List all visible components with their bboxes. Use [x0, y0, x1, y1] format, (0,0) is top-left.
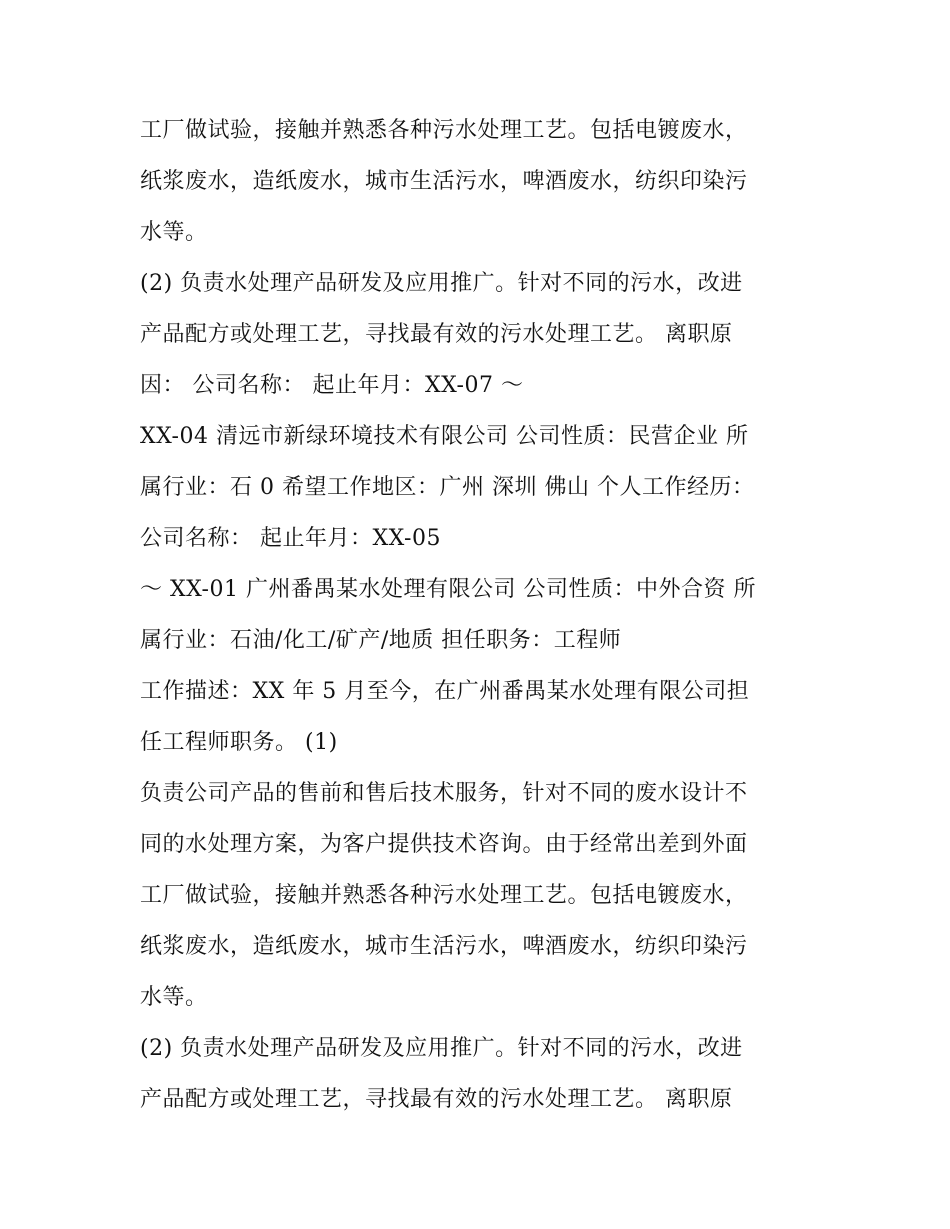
text-line-10: ～ XX-01 广州番禺某水处理有限公司 公司性质：中外合资 所: [140, 577, 756, 602]
document-body: [140, 105, 820, 1125]
text-line-13: 任工程师职务。 (1): [140, 730, 338, 755]
text-line-17: 纸浆废水，造纸废水，城市生活污水，啤酒废水，纺织印染污: [140, 934, 748, 959]
text-line-7: XX-04 清远市新绿环境技术有限公司 公司性质：民营企业 所: [140, 424, 749, 449]
text-line-19: (2) 负责水处理产品研发及应用推广。针对不同的污水，改进: [140, 1036, 743, 1061]
text-line-3: 水等。: [140, 220, 208, 245]
text-line-1: 工厂做试验，接触并熟悉各种污水处理工艺。包括电镀废水，: [140, 118, 748, 143]
text-line-4: (2) 负责水处理产品研发及应用推广。针对不同的污水，改进: [140, 271, 743, 296]
text-line-5: 产品配方或处理工艺，寻找最有效的污水处理工艺。 离职原: [140, 322, 733, 347]
text-line-16: 工厂做试验，接触并熟悉各种污水处理工艺。包括电镀废水，: [140, 883, 748, 908]
text-line-6: 因： 公司名称： 起止年月：XX-07 ～: [140, 373, 524, 398]
text-line-12: 工作描述：XX 年 5 月至今，在广州番禺某水处理有限公司担: [140, 679, 750, 704]
text-line-9: 公司名称： 起止年月：XX-05: [140, 526, 441, 551]
text-line-20: 产品配方或处理工艺，寻找最有效的污水处理工艺。 离职原: [140, 1087, 733, 1112]
text-line-14: 负责公司产品的售前和售后技术服务，针对不同的废水设计不: [140, 781, 748, 806]
text-line-2: 纸浆废水，造纸废水，城市生活污水，啤酒废水，纺织印染污: [140, 169, 748, 194]
text-line-8: 属行业：石 0 希望工作地区：广州 深圳 佛山 个人工作经历：: [140, 475, 755, 500]
text-line-11: 属行业：石油/化工/矿产/地质 担任职务：工程师: [140, 628, 622, 653]
text-line-15: 同的水处理方案，为客户提供技术咨询。由于经常出差到外面: [140, 832, 748, 857]
text-line-18: 水等。: [140, 985, 208, 1010]
